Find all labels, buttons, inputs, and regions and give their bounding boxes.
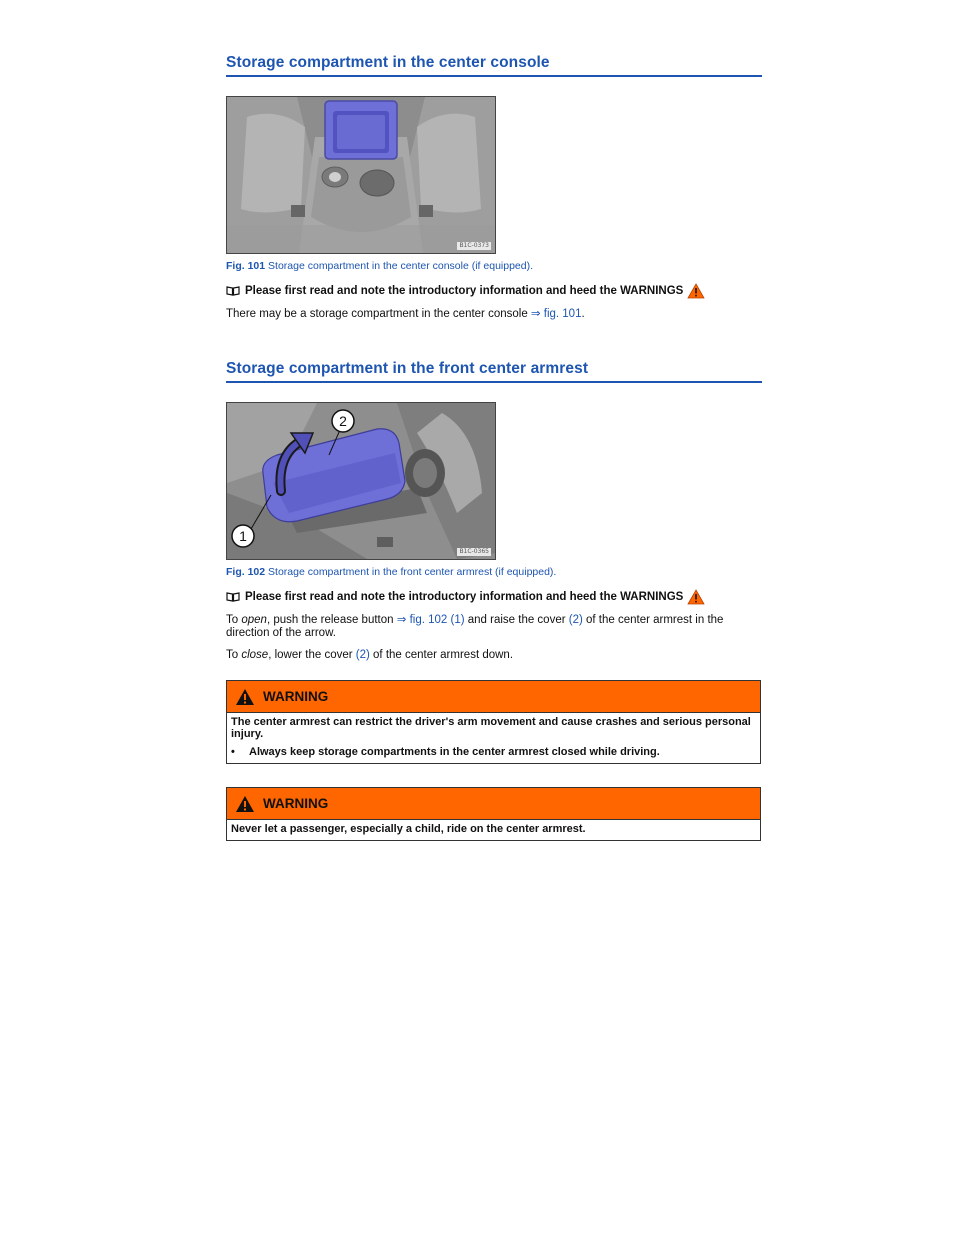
warning-text: The center armrest can restrict the driver's arm movement and cause crashes and serious personal injury.	[231, 716, 751, 740]
figure-code-label: B1C-0365	[459, 548, 489, 555]
warning-body	[227, 713, 760, 763]
figure-101-image	[226, 96, 496, 254]
warning-heading: WARNING	[263, 689, 329, 704]
bullet-dot-icon: •	[231, 746, 235, 758]
figure-101-caption	[226, 260, 533, 272]
paragraph-open-instructions: To open, push the release button ⇒ fig. 102 (1) and raise the cover (2) of the center armrest in the direction of the arrow.	[226, 614, 724, 639]
warning-box-passenger	[226, 787, 761, 841]
link-callout-2[interactable]: (2)	[355, 649, 370, 661]
book-icon	[226, 286, 240, 296]
paragraph-end: .	[581, 308, 585, 320]
open-term: open	[241, 614, 267, 626]
caption-text: Storage compartment in the center console (if equipped).	[268, 260, 534, 272]
callout-1: 1	[239, 528, 247, 544]
warning-header	[227, 788, 760, 820]
paragraph-close-instructions: To close, lower the cover (2) of the center armrest down.	[226, 649, 514, 661]
warning-bullet-text: Always keep storage compartments in the center armrest closed while driving.	[249, 746, 660, 758]
warning-triangle-icon[interactable]	[687, 283, 705, 299]
figure-code-label: B1C-0373	[459, 242, 489, 249]
link-callout-2[interactable]: (2)	[568, 614, 583, 626]
caption-number: Fig. 101	[226, 260, 266, 272]
warning-bullet	[231, 746, 756, 758]
armrest-illustration	[227, 403, 495, 559]
book-icon	[226, 592, 240, 602]
warning-triangle-icon	[235, 795, 255, 813]
link-fig-101[interactable]: ⇒ fig. 101	[530, 308, 582, 320]
intro-note-1	[226, 283, 705, 299]
intro-note-2	[226, 589, 705, 605]
warning-body	[227, 820, 760, 840]
paragraph-text: There may be a storage compartment in the center console	[226, 308, 531, 320]
section-title-front-armrest: Storage compartment in the front center armrest	[226, 360, 762, 383]
callout-2: 2	[339, 413, 347, 429]
warning-heading: WARNING	[263, 796, 329, 811]
center-console-illustration	[227, 97, 495, 253]
link-fig-102-1[interactable]: ⇒ fig. 102 (1)	[396, 614, 465, 626]
caption-text: Storage compartment in the front center armrest (if equipped).	[268, 566, 557, 578]
section-title-center-console: Storage compartment in the center console	[226, 54, 762, 77]
warning-header	[227, 681, 760, 713]
close-term: close	[241, 649, 269, 661]
intro-note-text: Please first read and note the introductory information and heed the WARNINGS	[245, 591, 684, 603]
paragraph-center-console	[226, 308, 756, 321]
figure-102-image	[226, 402, 496, 560]
warning-triangle-icon	[235, 688, 255, 706]
warning-text: Never let a passenger, especially a child, ride on the center armrest.	[231, 823, 586, 835]
intro-note-text: Please first read and note the introductory information and heed the WARNINGS	[245, 285, 684, 297]
warning-box-armrest-restrict	[226, 680, 761, 764]
figure-102-caption	[226, 566, 556, 578]
caption-number: Fig. 102	[226, 566, 266, 578]
warning-triangle-icon[interactable]	[687, 589, 705, 605]
